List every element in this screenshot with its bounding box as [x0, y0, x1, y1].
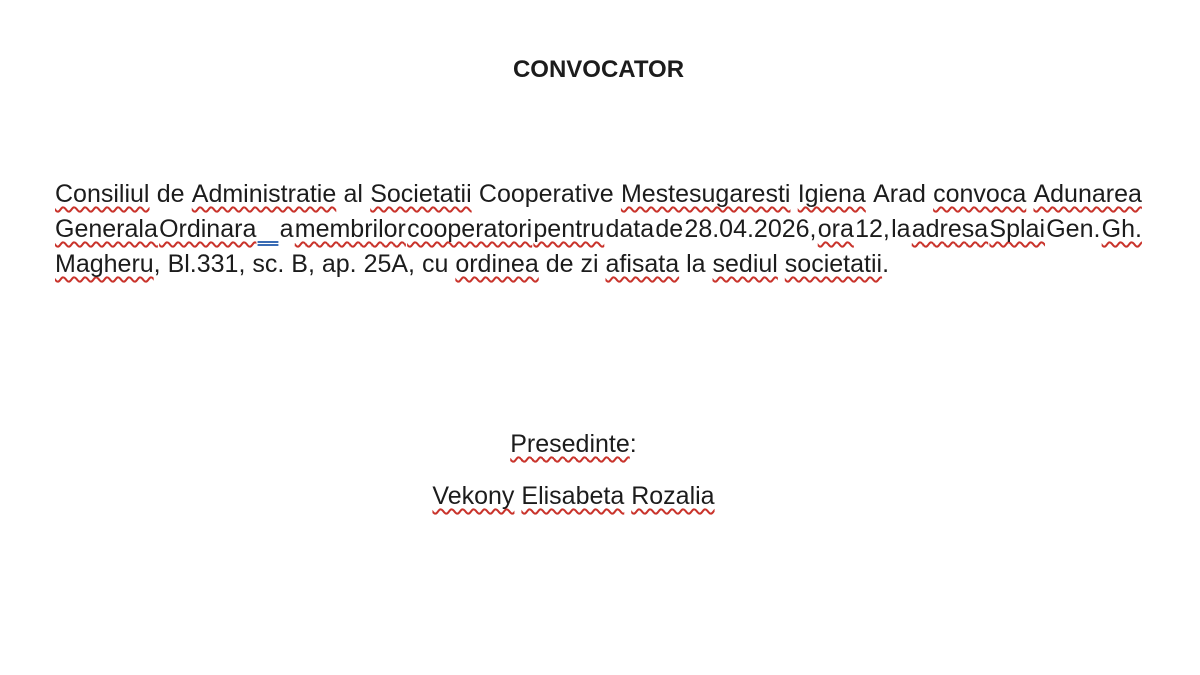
word: Arad [873, 180, 926, 208]
word: de [655, 215, 684, 243]
misspelled-word: Adunarea [1033, 180, 1142, 208]
document-title: CONVOCATOR [512, 56, 685, 83]
word: data [605, 215, 655, 243]
word: Bl.331, [167, 250, 246, 278]
word: , [153, 250, 161, 278]
misspelled-word: ordinea [455, 250, 539, 278]
word: 12, [855, 215, 890, 243]
misspelled-word: ora [817, 215, 854, 243]
misspelled-word: Presedinte [510, 430, 630, 458]
misspelled-word: Societatii [370, 180, 472, 208]
misspelled-word: Administratie [191, 180, 337, 208]
misspelled-word: Elisabeta [521, 482, 625, 510]
misspelled-word: adresa [911, 215, 989, 243]
misspelled-word: Consiliul [55, 180, 150, 208]
word: cu [421, 250, 449, 278]
body-paragraph [55, 177, 1142, 282]
misspelled-word: Vekony [432, 482, 515, 510]
paragraph-line-2 [55, 212, 1142, 247]
word: sc. [252, 250, 285, 278]
misspelled-word: convoca [933, 180, 1027, 208]
word: B, [291, 250, 315, 278]
word: . [882, 250, 890, 278]
paragraph-line-1 [55, 177, 1142, 212]
misspelled-word: sediul [712, 250, 778, 278]
word: ap. [321, 250, 357, 278]
misspelled-word: Igiena [797, 180, 866, 208]
misspelled-word: Splai [989, 215, 1046, 243]
misspelled-word: Rozalia [631, 482, 715, 510]
grammar-check-mark [258, 212, 279, 247]
word: 25A, [363, 250, 416, 278]
signature-role [55, 427, 1092, 462]
misspelled-word: cooperatori [407, 215, 533, 243]
signature-block [55, 427, 1142, 514]
misspelled-word: Gh. [1101, 215, 1142, 243]
word: al [343, 180, 363, 208]
word: a [279, 215, 294, 243]
word: : [629, 430, 637, 458]
misspelled-word: pentru [533, 215, 605, 243]
word: 28.04.2026, [684, 215, 817, 243]
misspelled-word: Generala [55, 215, 158, 243]
word: Gen. [1046, 215, 1101, 243]
word: zi [580, 250, 599, 278]
misspelled-word: societatii [784, 250, 883, 278]
paragraph-line-3 [55, 247, 1142, 282]
word: de [545, 250, 574, 278]
misspelled-word: afisata [605, 250, 680, 278]
signature-name [55, 479, 1092, 514]
misspelled-word: membrilor [294, 215, 406, 243]
word: de [156, 180, 185, 208]
misspelled-word: Magheru [55, 250, 154, 278]
misspelled-word: Ordinara [159, 215, 257, 243]
word: Cooperative [478, 180, 614, 208]
word: la [686, 250, 706, 278]
misspelled-word: Mestesugaresti [620, 180, 791, 208]
word: la [891, 215, 911, 243]
